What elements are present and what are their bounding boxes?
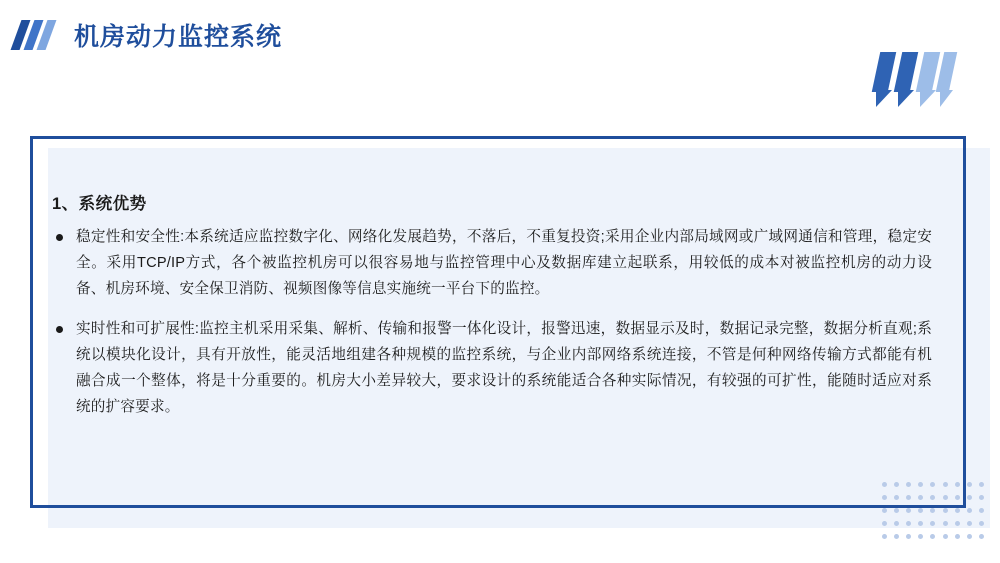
dot (882, 534, 887, 539)
dot (979, 495, 984, 500)
dot (955, 482, 960, 487)
dot (882, 508, 887, 513)
dot (918, 482, 923, 487)
dot (967, 508, 972, 513)
quote-mark-icon (874, 52, 956, 108)
dot (906, 495, 911, 500)
page-title: 机房动力监控系统 (74, 23, 283, 51)
dot (930, 534, 935, 539)
dot (979, 508, 984, 513)
dot (882, 521, 887, 526)
dot (930, 495, 935, 500)
dot (955, 495, 960, 500)
slash-logo-icon (16, 20, 62, 50)
dot (979, 482, 984, 487)
dot (918, 521, 923, 526)
dot (906, 508, 911, 513)
dot (918, 508, 923, 513)
dot (967, 521, 972, 526)
dot (955, 521, 960, 526)
quote-tail-1 (876, 90, 892, 107)
dot (943, 495, 948, 500)
dot (943, 521, 948, 526)
quote-bar-2 (894, 52, 919, 92)
dot (906, 482, 911, 487)
quote-tail-3 (920, 90, 936, 107)
list-item: 实时性和可扩展性:监控主机采用采集、解析、传输和报警一体化设计，报警迅速，数据显示及时，数据记录完整，数据分析直观;系统以模块化设计，具有开放性，能灵活地组建各种规模的监控系统，与企业内部网络系统连接，不管是何种网络传输方式都能有机融合成一个整体，将是十分重要的。机房大小差异较大，要求设计的系统能适合各种实际情况，有较强的可扩性，能随时适应对系统的扩容要求。 (52, 316, 932, 420)
dot (894, 508, 899, 513)
dot (943, 508, 948, 513)
dot (894, 521, 899, 526)
dot (918, 495, 923, 500)
dot (894, 534, 899, 539)
dot (967, 495, 972, 500)
dot (943, 482, 948, 487)
dot (967, 482, 972, 487)
dot (882, 482, 887, 487)
dot (930, 482, 935, 487)
dot (906, 521, 911, 526)
quote-tail-2 (898, 90, 914, 107)
dot (906, 534, 911, 539)
dot (918, 534, 923, 539)
dot (979, 521, 984, 526)
list-item: 稳定性和安全性:本系统适应监控数字化、网络化发展趋势，不落后，不重复投资;采用企业内部局域网或广域网通信和管理，稳定安全。采用TCP/IP方式，各个被监控机房可以很容易地与监控管理中心及数据库建立起联系，用较低的成本对被监控机房的动力设备、机房环境、安全保卫消防、视频图像等信息实施统一平台下的监控。 (52, 224, 932, 302)
dot (943, 534, 948, 539)
dot-grid-decoration (880, 479, 986, 541)
dot (894, 482, 899, 487)
dot (979, 534, 984, 539)
dot (930, 508, 935, 513)
dot (955, 534, 960, 539)
page-header (0, 0, 1000, 70)
quote-bar-1 (872, 52, 897, 92)
dot (967, 534, 972, 539)
section-title: 1、系统优势 (52, 195, 147, 213)
dot (882, 495, 887, 500)
advantages-list (52, 224, 932, 420)
content-body (52, 190, 932, 420)
quote-tail-4 (940, 90, 953, 107)
dot (955, 508, 960, 513)
dot (894, 495, 899, 500)
dot (930, 521, 935, 526)
